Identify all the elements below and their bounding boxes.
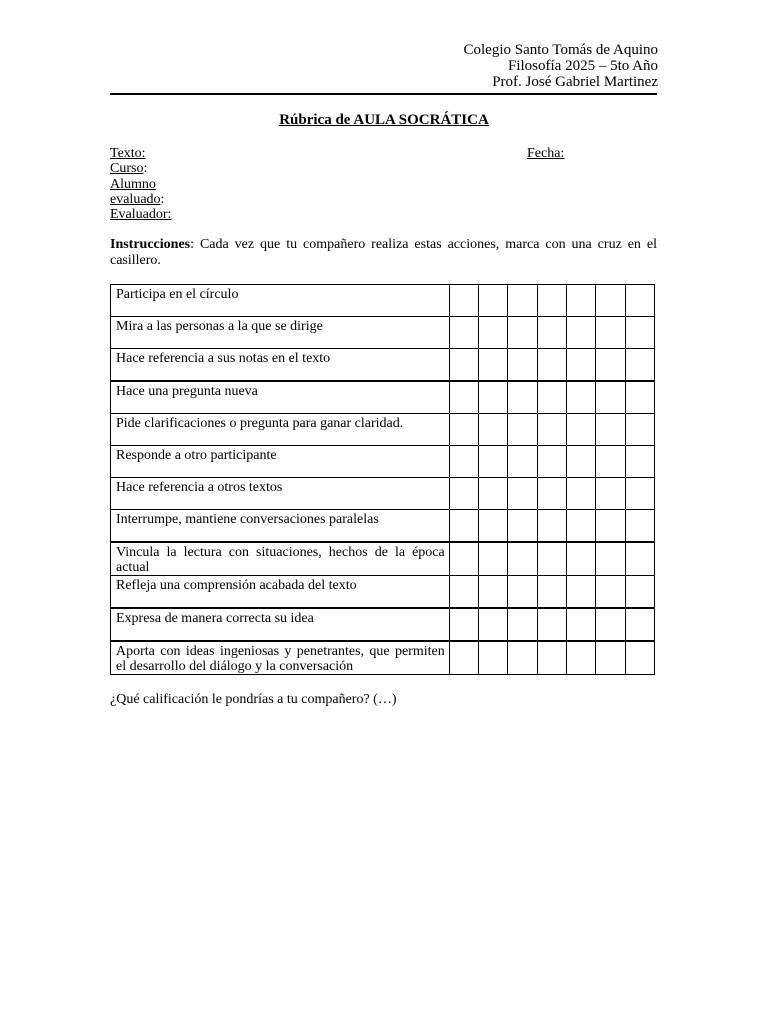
checkbox-cell[interactable]: [625, 317, 654, 349]
checkbox-cell[interactable]: [596, 641, 625, 675]
checkbox-cell[interactable]: [596, 414, 625, 446]
checkbox-cell[interactable]: [625, 414, 654, 446]
date-field: [527, 146, 564, 161]
checkbox-cell[interactable]: [508, 510, 537, 543]
header-divider: [110, 93, 657, 95]
table-row: [111, 608, 655, 641]
checkbox-cell[interactable]: [625, 641, 654, 675]
checkbox-cell[interactable]: [537, 608, 566, 641]
instructions-text: : Cada vez que tu compañero realiza estas acciones, marca con una cruz en el casillero.: [110, 237, 657, 268]
checkbox-cell[interactable]: [479, 576, 508, 609]
checkbox-cell[interactable]: [537, 576, 566, 609]
checkbox-cell[interactable]: [479, 510, 508, 543]
checkbox-cell[interactable]: [566, 317, 595, 349]
checkbox-cell[interactable]: [479, 285, 508, 317]
checkbox-cell[interactable]: [449, 478, 478, 510]
checkbox-cell[interactable]: [596, 285, 625, 317]
checkbox-cell[interactable]: [537, 478, 566, 510]
curso-colon: :: [143, 161, 148, 177]
checkbox-cell[interactable]: [566, 381, 595, 414]
checkbox-cell[interactable]: [625, 478, 654, 510]
checkbox-cell[interactable]: [479, 381, 508, 414]
checkbox-cell[interactable]: [566, 349, 595, 382]
criterion-text: Aporta con ideas ingeniosas y penetrantes, que permiten el desarrollo del diálogo y la conversación: [111, 641, 450, 675]
alumno-label[interactable]: Alumno: [110, 176, 156, 192]
checkbox-cell[interactable]: [537, 381, 566, 414]
checkbox-cell[interactable]: [508, 641, 537, 675]
texto-label[interactable]: Texto:: [110, 146, 146, 161]
checkbox-cell[interactable]: [596, 446, 625, 478]
table-row: [111, 285, 655, 317]
evaluado-colon: :: [160, 191, 165, 207]
checkbox-cell[interactable]: [508, 285, 537, 317]
checkbox-cell[interactable]: [449, 510, 478, 543]
table-row: [111, 349, 655, 382]
checkbox-cell[interactable]: [479, 478, 508, 510]
criterion-text: Hace referencia a otros textos: [111, 478, 450, 510]
checkbox-cell[interactable]: [449, 349, 478, 382]
table-row: [111, 576, 655, 609]
criterion-text: Hace una pregunta nueva: [111, 381, 450, 414]
checkbox-cell[interactable]: [537, 641, 566, 675]
checkbox-cell[interactable]: [596, 317, 625, 349]
table-row: [111, 446, 655, 478]
checkbox-cell[interactable]: [449, 317, 478, 349]
checkbox-cell[interactable]: [566, 285, 595, 317]
criterion-text: Pide clarificaciones o pregunta para ganar claridad.: [111, 414, 450, 446]
checkbox-cell[interactable]: [479, 446, 508, 478]
checkbox-cell[interactable]: [479, 608, 508, 641]
evaluado-label[interactable]: evaluado: [110, 191, 161, 207]
checkbox-cell[interactable]: [596, 478, 625, 510]
checkbox-cell[interactable]: [508, 349, 537, 382]
instructions-label: Instrucciones: [110, 237, 191, 252]
checkbox-cell[interactable]: [508, 478, 537, 510]
criterion-text: Responde a otro participante: [111, 446, 450, 478]
criterion-text: Interrumpe, mantiene conversaciones paralelas: [111, 510, 450, 543]
checkbox-cell[interactable]: [625, 510, 654, 543]
checkbox-cell[interactable]: [596, 349, 625, 382]
checkbox-cell[interactable]: [479, 349, 508, 382]
checkbox-cell[interactable]: [596, 381, 625, 414]
checkbox-cell[interactable]: [625, 576, 654, 609]
table-row: [111, 641, 655, 675]
checkbox-cell[interactable]: [566, 641, 595, 675]
checkbox-cell[interactable]: [566, 608, 595, 641]
checkbox-cell[interactable]: [625, 542, 654, 576]
course-name: Filosofía 2025 – 5to Año: [507, 58, 658, 74]
curso-label[interactable]: Curso: [110, 161, 144, 177]
table-row: [111, 510, 655, 543]
document-header: [258, 42, 658, 90]
checkbox-cell[interactable]: [596, 510, 625, 543]
checkbox-cell[interactable]: [566, 446, 595, 478]
checkbox-cell[interactable]: [566, 478, 595, 510]
checkbox-cell[interactable]: [508, 381, 537, 414]
checkbox-cell[interactable]: [479, 542, 508, 576]
checkbox-cell[interactable]: [596, 608, 625, 641]
checkbox-cell[interactable]: [508, 608, 537, 641]
criterion-text: Participa en el círculo: [111, 285, 450, 317]
criterion-text: Vincula la lectura con situaciones, hechos de la época actual: [111, 542, 450, 576]
checkbox-cell[interactable]: [566, 414, 595, 446]
teacher-name: Prof. José Gabriel Martinez: [492, 74, 658, 90]
checkbox-cell[interactable]: [537, 317, 566, 349]
checkbox-cell[interactable]: [625, 285, 654, 317]
checkbox-cell[interactable]: [449, 381, 478, 414]
table-row: [111, 317, 655, 349]
table-row: [111, 478, 655, 510]
checkbox-cell[interactable]: [449, 608, 478, 641]
checkbox-cell[interactable]: [537, 510, 566, 543]
checkbox-cell[interactable]: [537, 285, 566, 317]
criterion-text: Expresa de manera correcta su idea: [111, 608, 450, 641]
checkbox-cell[interactable]: [537, 542, 566, 576]
checkbox-cell[interactable]: [625, 446, 654, 478]
table-row: [111, 542, 655, 576]
checkbox-cell[interactable]: [566, 542, 595, 576]
checkbox-cell[interactable]: [449, 576, 478, 609]
checkbox-cell[interactable]: [596, 542, 625, 576]
checkbox-cell[interactable]: [508, 576, 537, 609]
criterion-text: Hace referencia a sus notas en el texto: [111, 349, 450, 382]
checkbox-cell[interactable]: [449, 542, 478, 576]
checkbox-cell[interactable]: [508, 414, 537, 446]
evaluador-label[interactable]: Evaluador:: [110, 207, 172, 223]
checkbox-cell[interactable]: [449, 414, 478, 446]
school-name: Colegio Santo Tomás de Aquino: [463, 42, 658, 58]
checkbox-cell[interactable]: [625, 381, 654, 414]
fecha-label[interactable]: Fecha:: [527, 146, 565, 161]
checkbox-cell[interactable]: [625, 349, 654, 382]
checkbox-cell[interactable]: [449, 285, 478, 317]
checkbox-cell[interactable]: [566, 510, 595, 543]
table-row: [111, 381, 655, 414]
criterion-text: Mira a las personas a la que se dirige: [111, 317, 450, 349]
checkbox-cell[interactable]: [479, 317, 508, 349]
checkbox-cell[interactable]: [537, 349, 566, 382]
checkbox-cell[interactable]: [508, 317, 537, 349]
grade-question: ¿Qué calificación le pondrías a tu compañero? (…): [110, 692, 397, 707]
checkbox-cell[interactable]: [479, 414, 508, 446]
checkbox-cell[interactable]: [449, 641, 478, 675]
table-row: [111, 414, 655, 446]
checkbox-cell[interactable]: [596, 576, 625, 609]
checkbox-cell[interactable]: [508, 446, 537, 478]
checkbox-cell[interactable]: [537, 446, 566, 478]
criterion-text: Refleja una comprensión acabada del texto: [111, 576, 450, 609]
checkbox-cell[interactable]: [537, 414, 566, 446]
checkbox-cell[interactable]: [566, 576, 595, 609]
checkbox-cell[interactable]: [625, 608, 654, 641]
document-title: Rúbrica de AULA SOCRÁTICA: [279, 112, 489, 128]
instructions: [110, 237, 657, 269]
checkbox-cell[interactable]: [508, 542, 537, 576]
checkbox-cell[interactable]: [479, 641, 508, 675]
form-fields: [110, 146, 171, 222]
checkbox-cell[interactable]: [449, 446, 478, 478]
rubric-table: [110, 284, 655, 675]
